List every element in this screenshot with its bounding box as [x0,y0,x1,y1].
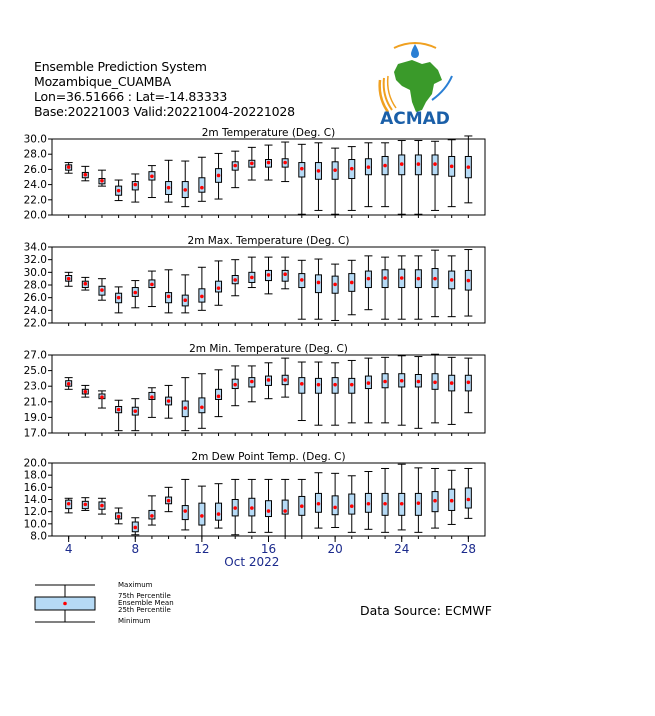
mean-dot-1-13 [283,272,287,276]
y-tick-label-3-4: 16.0 [23,481,47,494]
mean-dot-0-9 [217,174,221,178]
mean-dot-3-17 [350,504,354,508]
mean-dot-3-23 [450,499,454,503]
mean-dot-0-0 [67,165,71,169]
mean-dot-3-4 [133,526,137,530]
mean-dot-2-3 [117,408,121,412]
mean-dot-1-9 [217,286,221,290]
x-tick-label-3: 16 [260,542,277,556]
mean-dot-0-2 [100,179,104,183]
mean-dot-0-15 [317,169,321,173]
logo-text: ACMAD [380,109,450,129]
mean-dot-3-15 [317,502,321,506]
legend [20,578,200,628]
legend-p25-label: 25th Percentile [118,606,171,614]
mean-dot-2-23 [450,381,454,385]
mean-dot-0-3 [117,189,121,193]
header-line-1: Ensemble Prediction System [34,59,207,74]
mean-dot-0-20 [400,162,404,166]
mean-dot-1-23 [450,278,454,282]
y-tick-label-1-1: 24.0 [23,304,47,317]
box-3-8 [199,503,205,525]
y-tick-label-3-5: 18.0 [23,469,47,482]
y-tick-label-2-4: 25.0 [23,365,47,378]
header-line-2: Mozambique_CUAMBA [34,74,171,89]
y-tick-label-0-2: 24.0 [23,179,47,192]
x-tick-label-4: 20 [327,542,343,556]
mean-dot-1-16 [333,283,337,287]
y-tick-label-2-0: 17.0 [23,427,47,440]
y-tick-label-2-5: 27.0 [23,349,47,362]
mean-dot-2-0 [67,382,71,386]
y-tick-label-3-2: 12.0 [23,506,47,519]
mean-dot-3-9 [217,512,221,516]
box-3-16 [332,496,338,515]
mean-dot-1-17 [350,281,354,285]
chart-title-0: 2m Temperature (Deg. C) [201,127,336,139]
mean-dot-0-17 [350,167,354,171]
legend-mean-dot [63,602,67,606]
mean-dot-1-7 [183,298,187,302]
y-tick-label-0-4: 28.0 [23,148,47,161]
mean-dot-0-13 [283,161,287,165]
mean-dot-0-14 [300,167,304,171]
y-tick-label-2-3: 23.0 [23,380,47,393]
mean-dot-1-18 [367,277,371,281]
mean-dot-0-23 [450,165,454,169]
mean-dot-1-0 [67,277,71,281]
legend-box-sample [20,578,100,628]
mean-dot-1-11 [250,276,254,280]
mean-dot-1-1 [84,282,88,286]
mean-dot-1-15 [317,281,321,285]
mean-dot-0-7 [183,188,187,192]
mean-dot-1-19 [383,276,387,280]
y-tick-label-2-1: 19.0 [23,411,47,424]
y-tick-label-0-3: 26.0 [23,163,47,176]
mean-dot-1-2 [100,288,104,292]
mean-dot-3-3 [117,515,121,519]
mean-dot-2-2 [100,395,104,399]
mean-dot-2-17 [350,383,354,387]
mean-dot-2-24 [467,381,471,385]
x-tick-label-1: 8 [131,542,140,556]
mean-dot-3-22 [433,499,437,503]
mean-dot-3-20 [400,502,404,506]
mean-dot-3-19 [383,502,387,506]
mean-dot-3-1 [84,503,88,507]
mean-dot-0-5 [150,174,154,178]
x-tick-label-5: 24 [394,542,410,556]
x-axis-title: Oct 2022 [224,555,280,569]
mean-dot-2-1 [84,390,88,394]
data-source-label: Data Source: ECMWF [360,603,492,618]
mean-dot-3-14 [300,504,304,508]
mean-dot-3-8 [200,514,204,518]
mean-dot-2-8 [200,405,204,409]
mean-dot-2-12 [267,378,271,382]
mean-dot-2-11 [250,380,254,384]
chart-title-2: 2m Min. Temperature (Deg. C) [189,343,348,355]
mean-dot-3-7 [183,509,187,513]
header-line-4: Base:20221003 Valid:20221004-20221028 [34,104,295,119]
mean-dot-1-22 [433,277,437,281]
mean-dot-2-19 [383,380,387,384]
y-tick-label-0-5: 30.0 [23,133,47,146]
y-tick-label-3-3: 14.0 [23,494,47,506]
box-3-17 [349,494,355,514]
y-tick-label-1-4: 30.0 [23,266,47,279]
y-tick-label-2-2: 21.0 [23,396,47,409]
mean-dot-1-20 [400,276,404,280]
mean-dot-3-21 [417,501,421,505]
mean-dot-2-10 [233,383,237,387]
y-tick-label-0-0: 20.0 [23,209,47,222]
box-0-8 [199,178,205,192]
y-tick-label-0-1: 22.0 [23,194,47,207]
mean-dot-1-10 [233,278,237,282]
mean-dot-0-22 [433,162,437,166]
mean-dot-3-0 [67,502,71,506]
mean-dot-2-9 [217,395,221,399]
mean-dot-0-21 [417,162,421,166]
mean-dot-1-14 [300,278,304,282]
mean-dot-0-1 [84,173,88,177]
mean-dot-1-12 [267,273,271,277]
mean-dot-2-5 [150,395,154,399]
mean-dot-3-5 [150,514,154,518]
y-tick-label-3-0: 8.0 [30,530,47,543]
legend-mean-label: Ensemble Mean [118,599,174,607]
mean-dot-2-18 [367,381,371,385]
mean-dot-0-19 [383,164,387,168]
mean-dot-1-21 [417,277,421,281]
mean-dot-2-6 [167,399,171,403]
mean-dot-3-13 [283,509,287,513]
mean-dot-2-15 [317,383,321,387]
mean-dot-0-18 [367,165,371,169]
mean-dot-1-3 [117,296,121,300]
legend-p75-label: 75th Percentile [118,592,171,600]
mean-dot-0-11 [250,162,254,166]
y-tick-label-1-2: 26.0 [23,292,47,305]
mean-dot-1-24 [467,279,471,283]
y-tick-label-1-0: 22.0 [23,317,47,330]
mean-dot-2-14 [300,382,304,386]
legend-minimum-label: Minimum [118,617,151,625]
box-3-9 [216,503,222,520]
mean-dot-3-11 [250,506,254,510]
mean-dot-1-8 [200,295,204,299]
mean-dot-3-2 [100,504,104,508]
mean-dot-2-22 [433,381,437,385]
mean-dot-1-6 [167,295,171,299]
mean-dot-3-6 [167,499,171,503]
mean-dot-2-7 [183,406,187,410]
mean-dot-0-6 [167,186,171,190]
chart-title-3: 2m Dew Point Temp. (Deg. C) [191,451,346,463]
box-3-12 [266,501,272,517]
mean-dot-0-10 [233,164,237,168]
mean-dot-1-5 [150,283,154,287]
mean-dot-2-4 [133,409,137,413]
mean-dot-2-20 [400,379,404,383]
mean-dot-0-12 [267,161,271,165]
x-tick-label-0: 4 [64,542,73,556]
y-tick-label-1-5: 32.0 [23,254,47,267]
mean-dot-2-16 [333,383,337,387]
x-tick-label-6: 28 [460,542,476,556]
mean-dot-1-4 [133,291,137,295]
legend-maximum-label: Maximum [118,581,153,589]
mean-dot-3-10 [233,506,237,510]
y-tick-label-3-6: 20.0 [23,457,47,470]
header-line-3: Lon=36.51666 : Lat=-14.83333 [34,89,228,104]
mean-dot-0-16 [333,168,337,172]
mean-dot-2-13 [283,378,287,382]
mean-dot-0-4 [133,183,137,187]
mean-dot-3-12 [267,509,271,513]
y-tick-label-1-3: 28.0 [23,279,47,292]
mean-dot-0-24 [467,165,471,169]
mean-dot-0-8 [200,186,204,190]
y-tick-label-3-1: 10.0 [23,518,47,531]
mean-dot-3-24 [467,498,471,502]
chart-title-1: 2m Max. Temperature (Deg. C) [187,235,350,247]
box-2-8 [199,398,205,413]
mean-dot-3-18 [367,502,371,506]
mean-dot-2-21 [417,380,421,384]
y-tick-label-1-6: 34.0 [23,241,47,254]
x-tick-label-2: 12 [194,542,210,556]
mean-dot-3-16 [333,506,337,510]
